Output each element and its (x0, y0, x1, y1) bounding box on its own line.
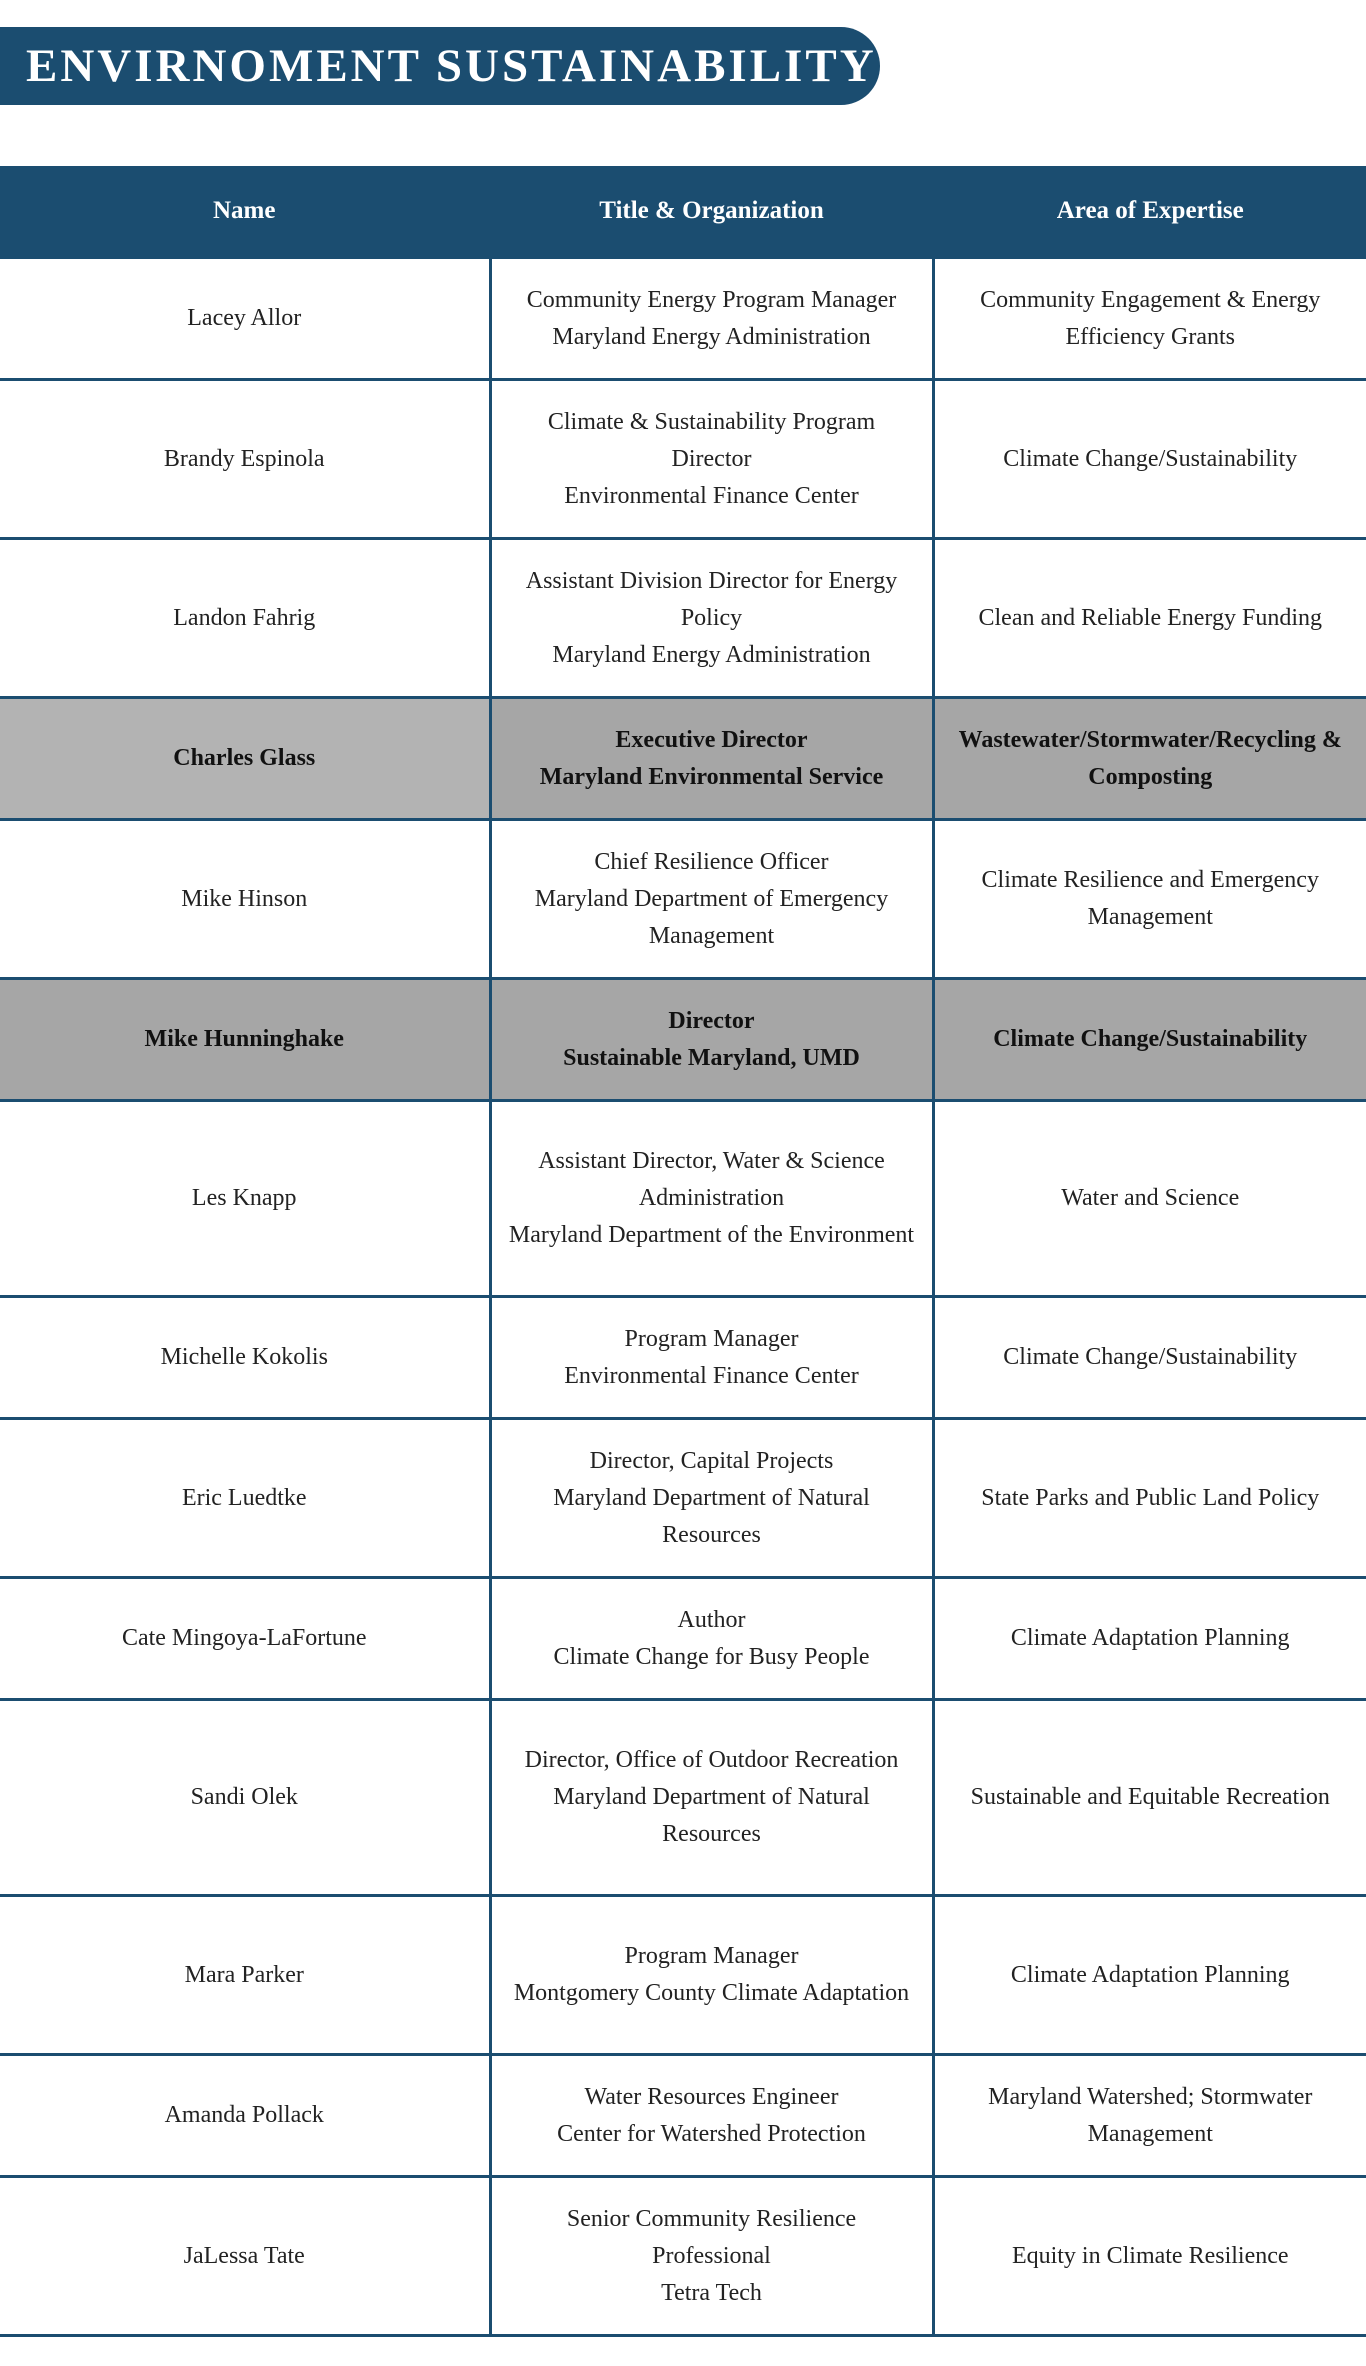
name-cell: Mara Parker (0, 1896, 490, 2055)
organization-text: Environmental Finance Center (564, 1362, 859, 1389)
organization-text: Montgomery County Climate Adaptation (513, 1980, 910, 2006)
title-organization-cell (490, 1896, 933, 2055)
title-organization-cell (490, 698, 933, 820)
organization-text: Maryland Department of Natural Resources (553, 1484, 870, 1548)
name-cell: Mike Hinson (0, 820, 490, 979)
table-row-featured (0, 698, 1366, 820)
table-row (0, 1896, 1366, 2055)
title-text: Director (668, 1007, 755, 1034)
table-row (0, 820, 1366, 979)
title-organization-cell (490, 539, 933, 698)
document-title: ENVIRNOMENT SUSTAINABILITY (26, 40, 877, 92)
organization-text: Climate Change for Busy People (553, 1643, 870, 1670)
name-cell: Eric Luedtke (0, 1419, 490, 1578)
name-cell: Cate Mingoya-LaFortune (0, 1578, 490, 1700)
title-text: Community Energy Program Manager (526, 286, 897, 313)
organization-text: Maryland Department of the Environment (508, 1222, 915, 1248)
column-header-expertise: Area of Expertise (933, 166, 1366, 258)
name-cell: Michelle Kokolis (0, 1297, 490, 1419)
expertise-cell: Sustainable and Equitable Recreation (933, 1700, 1366, 1896)
table-row (0, 1297, 1366, 1419)
organization-text: Maryland Energy Administration (552, 641, 871, 668)
expertise-cell: Wastewater/Stormwater/Recycling & Composting (933, 698, 1366, 820)
title-organization-cell (490, 380, 933, 539)
expertise-cell: Community Engagement & Energy Efficiency Grants (933, 258, 1366, 380)
expert-roster-table (0, 166, 1366, 2337)
expertise-cell: Climate Resilience and Emergency Management (933, 820, 1366, 979)
expertise-cell: Clean and Reliable Energy Funding (933, 539, 1366, 698)
name-cell: Mike Hunninghake (0, 979, 490, 1101)
expertise-cell: Climate Change/Sustainability (933, 380, 1366, 539)
name-cell: Sandi Olek (0, 1700, 490, 1896)
title-organization-cell (490, 1419, 933, 1578)
table-header-row (0, 166, 1366, 258)
title-organization-cell (490, 1578, 933, 1700)
table-row (0, 1101, 1366, 1297)
name-cell: Charles Glass (0, 698, 490, 820)
expertise-cell: Climate Change/Sustainability (933, 979, 1366, 1101)
expertise-cell: Climate Adaptation Planning (933, 1578, 1366, 1700)
expertise-cell: Climate Adaptation Planning (933, 1896, 1366, 2055)
document-title-banner (0, 27, 880, 105)
title-organization-cell (490, 1101, 933, 1297)
organization-text: Tetra Tech (661, 2279, 762, 2306)
expertise-cell: Equity in Climate Resilience (933, 2177, 1366, 2336)
title-text: Assistant Director, Water & Science Administration (538, 1148, 885, 1211)
table-row (0, 539, 1366, 698)
title-text: Author (677, 1606, 746, 1633)
table-row (0, 1419, 1366, 1578)
title-organization-cell (490, 2055, 933, 2177)
name-cell: Amanda Pollack (0, 2055, 490, 2177)
organization-text: Maryland Department of Natural Resources (553, 1784, 870, 1847)
name-cell: Les Knapp (0, 1101, 490, 1297)
title-text: Assistant Division Director for Energy Policy (525, 567, 898, 631)
organization-text: Environmental Finance Center (564, 482, 859, 509)
name-cell: Lacey Allor (0, 258, 490, 380)
table-row-featured (0, 979, 1366, 1101)
name-cell: Landon Fahrig (0, 539, 490, 698)
expertise-cell: Water and Science (933, 1101, 1366, 1297)
expertise-cell: State Parks and Public Land Policy (933, 1419, 1366, 1578)
table-row (0, 380, 1366, 539)
table-row (0, 258, 1366, 380)
organization-text: Maryland Energy Administration (552, 323, 871, 350)
title-organization-cell (490, 1297, 933, 1419)
table-row (0, 1578, 1366, 1700)
title-text: Director, Office of Outdoor Recreation (524, 1747, 899, 1773)
column-header-name: Name (0, 166, 490, 258)
title-text: Program Manager (624, 1325, 799, 1352)
expertise-cell: Climate Change/Sustainability (933, 1297, 1366, 1419)
table-row (0, 2177, 1366, 2336)
title-organization-cell (490, 820, 933, 979)
title-organization-cell (490, 979, 933, 1101)
name-cell: Brandy Espinola (0, 380, 490, 539)
title-text: Water Resources Engineer (584, 2083, 839, 2110)
title-text: Senior Community Resilience Professional (566, 2205, 857, 2269)
title-text: Climate & Sustainability Program Director (547, 408, 876, 472)
expertise-cell: Maryland Watershed; Stormwater Management (933, 2055, 1366, 2177)
title-text: Chief Resilience Officer (594, 848, 829, 875)
title-organization-cell (490, 1700, 933, 1896)
organization-text: Center for Watershed Protection (557, 2120, 866, 2147)
title-text: Executive Director (615, 726, 808, 753)
title-organization-cell (490, 2177, 933, 2336)
name-cell: JaLessa Tate (0, 2177, 490, 2336)
table-row (0, 1700, 1366, 1896)
title-text: Director, Capital Projects (589, 1447, 834, 1474)
title-organization-cell (490, 258, 933, 380)
table-row (0, 2055, 1366, 2177)
organization-text: Maryland Environmental Service (539, 763, 884, 790)
title-text: Program Manager (624, 1943, 799, 1969)
organization-text: Maryland Department of Emergency Management (534, 885, 889, 949)
column-header-title-organization: Title & Organization (490, 166, 933, 258)
organization-text: Sustainable Maryland, UMD (563, 1044, 860, 1071)
